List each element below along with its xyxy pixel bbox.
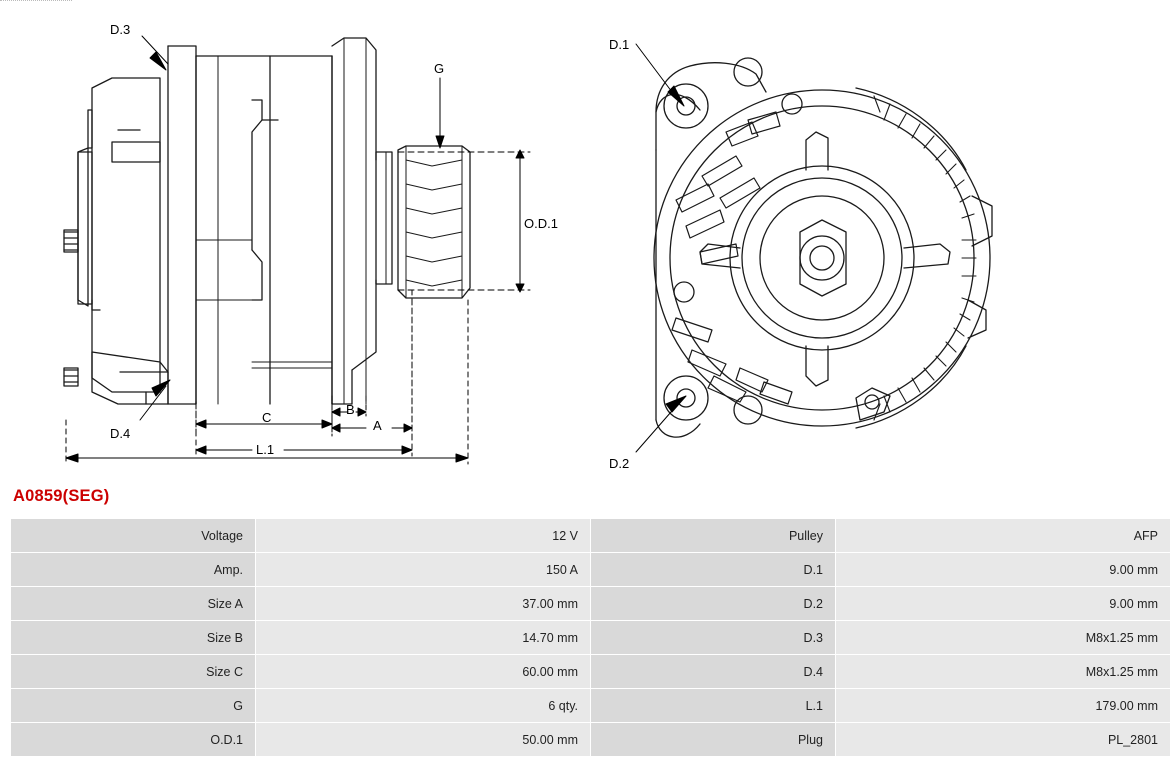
spec-value: 9.00 mm	[836, 553, 1171, 587]
spec-label: Size A	[11, 587, 256, 621]
label-D2: D.2	[609, 456, 630, 471]
spec-value: 9.00 mm	[836, 587, 1171, 621]
spec-value: 12 V	[256, 519, 591, 553]
spec-label: Size C	[11, 655, 256, 689]
specifications-table	[10, 518, 1171, 757]
spec-value: 6 qty.	[256, 689, 591, 723]
spec-value: AFP	[836, 519, 1171, 553]
spec-label: G	[11, 689, 256, 723]
spec-label: L.1	[591, 689, 836, 723]
spec-value: PL_2801	[836, 723, 1171, 757]
spec-label: Plug	[591, 723, 836, 757]
table-row	[11, 723, 1171, 757]
table-row	[11, 519, 1171, 553]
spec-value: 60.00 mm	[256, 655, 591, 689]
spec-label: D.3	[591, 621, 836, 655]
table-row	[11, 587, 1171, 621]
spec-label: O.D.1	[11, 723, 256, 757]
spec-label: Pulley	[591, 519, 836, 553]
label-D4: D.4	[110, 426, 131, 441]
table-row	[11, 621, 1171, 655]
label-L1: L.1	[256, 442, 275, 457]
label-G: G	[434, 61, 445, 76]
table-row	[11, 553, 1171, 587]
spec-value: 50.00 mm	[256, 723, 591, 757]
spec-label: Size B	[11, 621, 256, 655]
label-B: B	[346, 402, 355, 417]
spec-value: 150 A	[256, 553, 591, 587]
spec-value: M8x1.25 mm	[836, 621, 1171, 655]
spec-label: Voltage	[11, 519, 256, 553]
spec-value: 37.00 mm	[256, 587, 591, 621]
label-A: A	[373, 418, 382, 433]
part-number-title: A0859(SEG)	[13, 487, 110, 505]
label-D3: D.3	[110, 22, 131, 37]
spec-value: M8x1.25 mm	[836, 655, 1171, 689]
spec-value: 179.00 mm	[836, 689, 1171, 723]
spec-value: 14.70 mm	[256, 621, 591, 655]
label-OD1: O.D.1	[524, 216, 558, 231]
table-row	[11, 655, 1171, 689]
label-D1: D.1	[609, 37, 630, 52]
label-C: C	[262, 410, 272, 425]
spec-label: D.2	[591, 587, 836, 621]
spec-label: D.4	[591, 655, 836, 689]
spec-label: D.1	[591, 553, 836, 587]
spec-label: Amp.	[11, 553, 256, 587]
table-row	[11, 689, 1171, 723]
